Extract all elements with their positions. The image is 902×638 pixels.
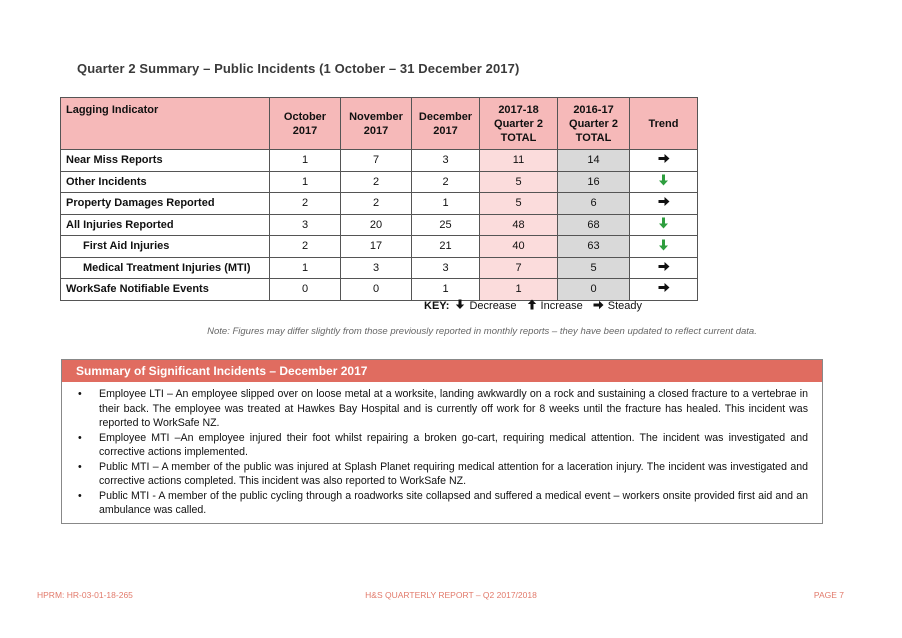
cell-october: 3: [270, 214, 341, 236]
table-row: [61, 214, 698, 236]
list-item: • Public MTI – A member of the public was injured at Splash Planet requiring medical attention for a laceration injury. The incident was investigated and corrective actions completed. This incident was also reported to WorkSafe NZ.: [78, 460, 808, 489]
row-label: First Aid Injuries: [61, 236, 270, 258]
cell-2016-17-q2-total: 5: [558, 257, 630, 279]
cell-october: 0: [270, 279, 341, 301]
cell-2016-17-q2-total: 63: [558, 236, 630, 258]
cell-november: 3: [341, 257, 412, 279]
cell-december: 3: [412, 150, 480, 172]
footer-page-number: PAGE 7: [813, 590, 844, 600]
cell-trend: [630, 214, 698, 236]
arrow-right-icon: [658, 153, 670, 167]
arrow-right-icon: [593, 300, 604, 313]
significant-incidents-header: Summary of Significant Incidents – December 2017: [62, 360, 822, 382]
table-header-row: [61, 98, 698, 150]
header-2016-17-q2-total: 2016-17 Quarter 2 TOTAL: [558, 98, 630, 150]
header-november: November 2017: [341, 98, 412, 150]
cell-december: 2: [412, 171, 480, 193]
cell-october: 2: [270, 193, 341, 215]
cell-november: 0: [341, 279, 412, 301]
arrow-down-icon: [455, 299, 465, 313]
key-decrease: Decrease: [469, 300, 517, 312]
key-steady: Steady: [607, 300, 642, 312]
row-label: Medical Treatment Injuries (MTI): [61, 257, 270, 279]
table-row: [61, 236, 698, 258]
cell-2017-18-q2-total: 5: [480, 171, 558, 193]
data-note: Note: Figures may differ slightly from those previously reported in monthly reports – they have been updated to reflect current data.: [207, 326, 757, 337]
significant-incidents-box: [61, 359, 823, 524]
cell-2017-18-q2-total: 11: [480, 150, 558, 172]
header-december: December 2017: [412, 98, 480, 150]
significant-incidents-list: [62, 382, 822, 518]
cell-december: 1: [412, 193, 480, 215]
list-item: • Public MTI - A member of the public cycling through a roadworks site collapsed and suffered a medical event – workers onsite provided first aid and an ambulance was called.: [78, 489, 808, 518]
header-trend: Trend: [630, 98, 698, 150]
cell-trend: [630, 279, 698, 301]
cell-november: 20: [341, 214, 412, 236]
header-lagging-indicator: Lagging Indicator: [61, 98, 270, 150]
row-label: Other Incidents: [61, 171, 270, 193]
arrow-down-icon: [658, 218, 669, 232]
cell-november: 17: [341, 236, 412, 258]
row-label: Property Damages Reported: [61, 193, 270, 215]
footer-report-title: H&S QUARTERLY REPORT – Q2 2017/2018: [365, 590, 537, 600]
table-row: [61, 171, 698, 193]
cell-trend: [630, 257, 698, 279]
list-item: • Employee MTI –An employee injured their foot whilst repairing a broken go-cart, requiring medical attention. The incident was investigated and corrective actions implemented.: [78, 431, 808, 460]
cell-2016-17-q2-total: 14: [558, 150, 630, 172]
cell-december: 25: [412, 214, 480, 236]
page-title: Quarter 2 Summary – Public Incidents (1 October – 31 December 2017): [77, 61, 520, 76]
arrow-right-icon: [658, 196, 670, 210]
list-item: • Employee LTI – An employee slipped over on loose metal at a worksite, landing awkwardly on a rock and sustaining a closed fracture to a vertebrae in their back. The employee was treated at Hawkes Bay Hospital and is currently off work for 8 weeks until the fracture has healed. This incident was reported to WorkSafe NZ.: [78, 387, 808, 431]
key-label: KEY:: [424, 300, 450, 312]
cell-november: 2: [341, 171, 412, 193]
cell-october: 2: [270, 236, 341, 258]
cell-2016-17-q2-total: 68: [558, 214, 630, 236]
trend-key: [424, 299, 642, 313]
cell-2017-18-q2-total: 48: [480, 214, 558, 236]
row-label: All Injuries Reported: [61, 214, 270, 236]
cell-trend: [630, 193, 698, 215]
arrow-up-icon: [527, 299, 537, 313]
cell-october: 1: [270, 257, 341, 279]
footer-hprm-reference: HPRM: HR-03-01-18-265: [37, 590, 133, 600]
cell-october: 1: [270, 150, 341, 172]
arrow-right-icon: [658, 282, 670, 296]
cell-trend: [630, 236, 698, 258]
cell-november: 2: [341, 193, 412, 215]
cell-november: 7: [341, 150, 412, 172]
cell-trend: [630, 150, 698, 172]
cell-2016-17-q2-total: 0: [558, 279, 630, 301]
cell-december: 3: [412, 257, 480, 279]
table-row: [61, 279, 698, 301]
cell-2017-18-q2-total: 7: [480, 257, 558, 279]
cell-december: 21: [412, 236, 480, 258]
key-increase: Increase: [540, 300, 583, 312]
arrow-down-icon: [658, 175, 669, 189]
header-october: October 2017: [270, 98, 341, 150]
header-2017-18-q2-total: 2017-18 Quarter 2 TOTAL: [480, 98, 558, 150]
cell-2016-17-q2-total: 16: [558, 171, 630, 193]
cell-2016-17-q2-total: 6: [558, 193, 630, 215]
table-row: [61, 150, 698, 172]
cell-2017-18-q2-total: 1: [480, 279, 558, 301]
cell-2017-18-q2-total: 5: [480, 193, 558, 215]
cell-2017-18-q2-total: 40: [480, 236, 558, 258]
incidents-table: [60, 97, 698, 301]
cell-october: 1: [270, 171, 341, 193]
arrow-down-icon: [658, 240, 669, 254]
cell-trend: [630, 171, 698, 193]
cell-december: 1: [412, 279, 480, 301]
row-label: WorkSafe Notifiable Events: [61, 279, 270, 301]
table-row: [61, 257, 698, 279]
arrow-right-icon: [658, 261, 670, 275]
table-row: [61, 193, 698, 215]
row-label: Near Miss Reports: [61, 150, 270, 172]
